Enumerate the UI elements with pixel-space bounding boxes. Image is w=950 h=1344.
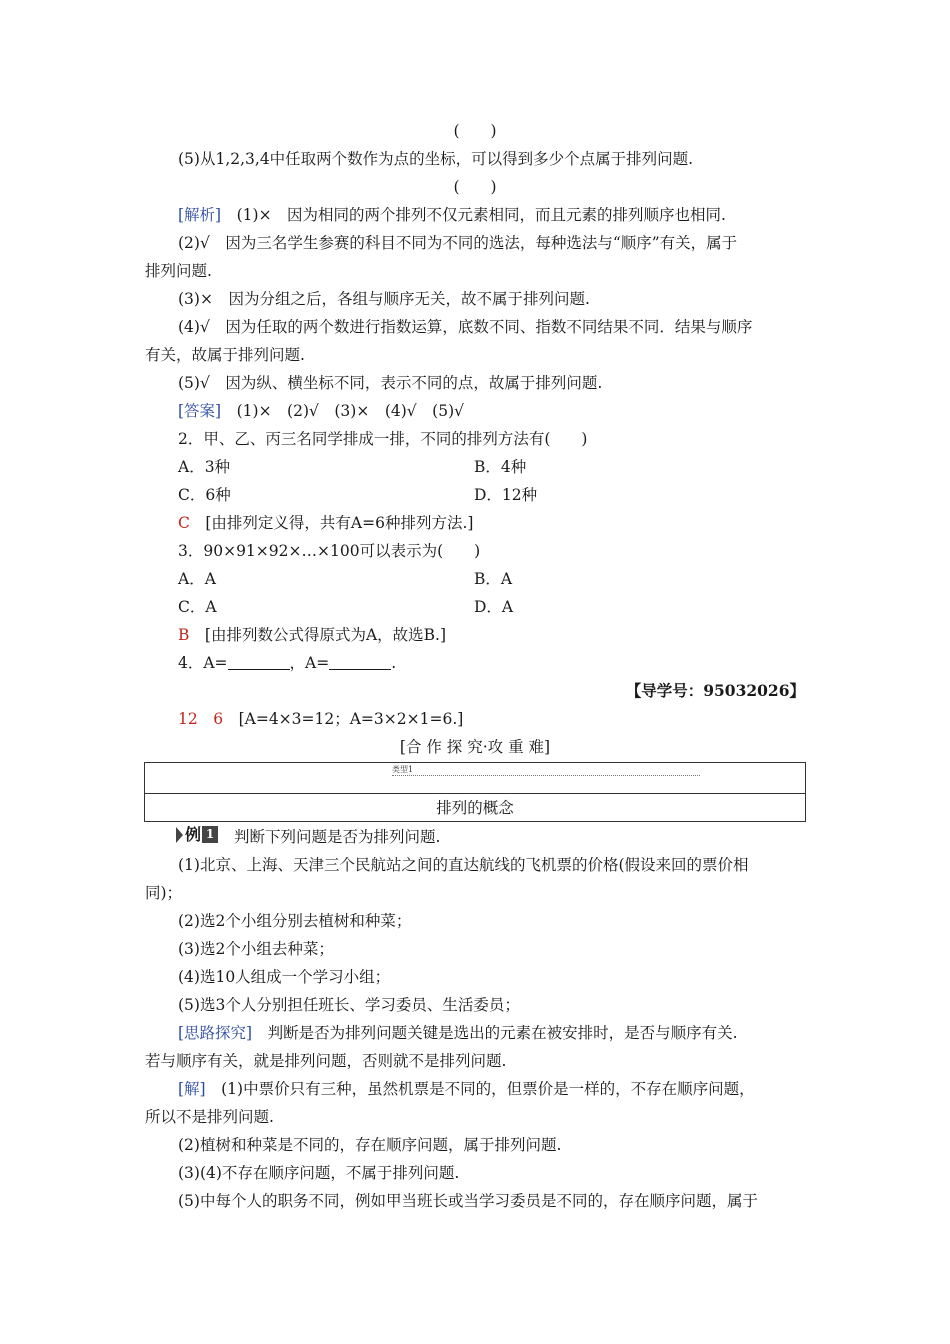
q3-options-row1 [0,565,950,593]
analysis-2: (2)√ 因为三名学生参赛的科目不同为不同的选法，每种选法与“顺序”有关，属于 [178,234,738,252]
q2-option-d: D．12种 [474,486,538,504]
jie-tag: [解] [178,1080,206,1098]
q2-answer: C [178,514,190,532]
silu-tag: [思路探究] [178,1024,253,1042]
type-badge: 类型1 [392,765,700,776]
analysis-3: (3)× 因为分组之后，各组与顺序无关，故不属于排列问题. [178,290,590,308]
answer-paren-2: ( ) [453,178,497,196]
q4-prefix: 4．A= [178,654,228,672]
daan-tag: [答案] [178,402,222,420]
example-item-1-cont: 同)； [145,884,183,902]
example-number: 1 [202,826,218,843]
q4-answer: 12 6 [178,710,224,728]
analysis-5: (5)√ 因为纵、横坐标不同，表示不同的点，故属于排列问题. [178,374,603,392]
silu-cont: 若与顺序有关，就是排列问题，否则就不是排列问题. [145,1052,507,1070]
q2-answer-line [0,509,950,537]
q3-option-d: D．A [474,598,514,616]
analysis-4-cont: 有关，故属于排列问题. [145,346,305,364]
q3-options-row2 [0,593,950,621]
jiexi-tag: [解析] [178,206,222,224]
jie-text: (1)中票价只有三种，虽然机票是不同的，但票价是一样的，不存在顺序问题， [205,1080,755,1098]
example-arrow-icon [176,827,183,843]
example-badge [176,825,224,845]
q3-option-a: A．A [178,570,216,588]
answer-paren-1: ( ) [453,122,497,140]
example-stem-line [0,823,950,851]
q4-answer-line [0,705,950,733]
silu-text: 判断是否为排列问题关键是选出的元素在被安排时，是否与顺序有关. [252,1024,738,1042]
example-item-4: (4)选10人组成一个学习小组； [178,968,391,986]
solution-3-4: (3)(4)不存在顺序问题，不属于排列问题. [178,1164,460,1182]
silu-line [0,1019,950,1047]
q2-option-a: A．3种 [178,458,231,476]
question-3: 3．90×91×92×…×100可以表示为( ) [178,542,481,560]
q2-options-row2 [0,481,950,509]
example-item-1: (1)北京、上海、天津三个民航站之间的直达航线的飞机票的价格(假设来回的票价相 [178,856,749,874]
daan-line [0,397,950,425]
q4-blank-2 [329,651,391,670]
q4-end: . [391,654,397,672]
q3-option-c: C．A [178,598,217,616]
question-5: (5)从1,2,3,4中任取两个数作为点的坐标，可以得到多少个点属于排列问题. [178,150,694,168]
example-item-5: (5)选3个人分别担任班长、学习委员、生活委员； [178,996,520,1014]
example-stem: 判断下列问题是否为排列问题. [234,828,441,846]
q2-options-row1 [0,453,950,481]
solution-5: (5)中每个人的职务不同，例如甲当班长或当学习委员是不同的，存在顺序问题，属于 [178,1192,758,1210]
type-title: 排列的概念 [436,799,514,817]
jie-cont: 所以不是排列问题. [145,1108,274,1126]
question-4 [0,649,950,677]
jie-line [0,1075,950,1103]
daan-text: (1)× (2)√ (3)× (4)√ (5)√ [221,402,464,420]
q4-mid: ，A= [289,654,330,672]
jiexi-text: (1)× 因为相同的两个排列不仅元素相同，而且元素的排列顺序也相同. [221,206,726,224]
q2-option-b: B．4种 [474,458,527,476]
q3-option-b: B．A [474,570,513,588]
section-heading: [合 作 探 究·攻 重 难] [399,738,551,756]
q4-blank-1 [228,651,290,670]
guide-number: 【导学号：95032026】 [625,681,805,700]
q3-answer: B [178,626,190,644]
example-item-3: (3)选2个小组去种菜； [178,940,334,958]
q3-explanation: [由排列数公式得原式为A，故选B.] [189,626,446,644]
analysis-4: (4)√ 因为任取的两个数进行指数运算，底数不同、指数不同结果不同．结果与顺序 [178,318,753,336]
example-item-2: (2)选2个小组分别去植树和种菜； [178,912,412,930]
q3-answer-line [0,621,950,649]
jiexi-line [0,201,950,229]
q4-explanation: [A=4×3=12；A=3×2×1=6.] [223,710,464,728]
question-2: 2．甲、乙、丙三名同学排成一排，不同的排列方法有( ) [178,430,588,448]
type-box-header [145,763,805,794]
q2-explanation: [由排列定义得，共有A=6种排列方法.] [189,514,474,532]
analysis-2-cont: 排列问题. [145,262,212,280]
q2-option-c: C．6种 [178,486,231,504]
example-label: 例 [185,825,202,844]
solution-2: (2)植树和种菜是不同的，存在顺序问题，属于排列问题. [178,1136,562,1154]
type-box [144,762,806,822]
